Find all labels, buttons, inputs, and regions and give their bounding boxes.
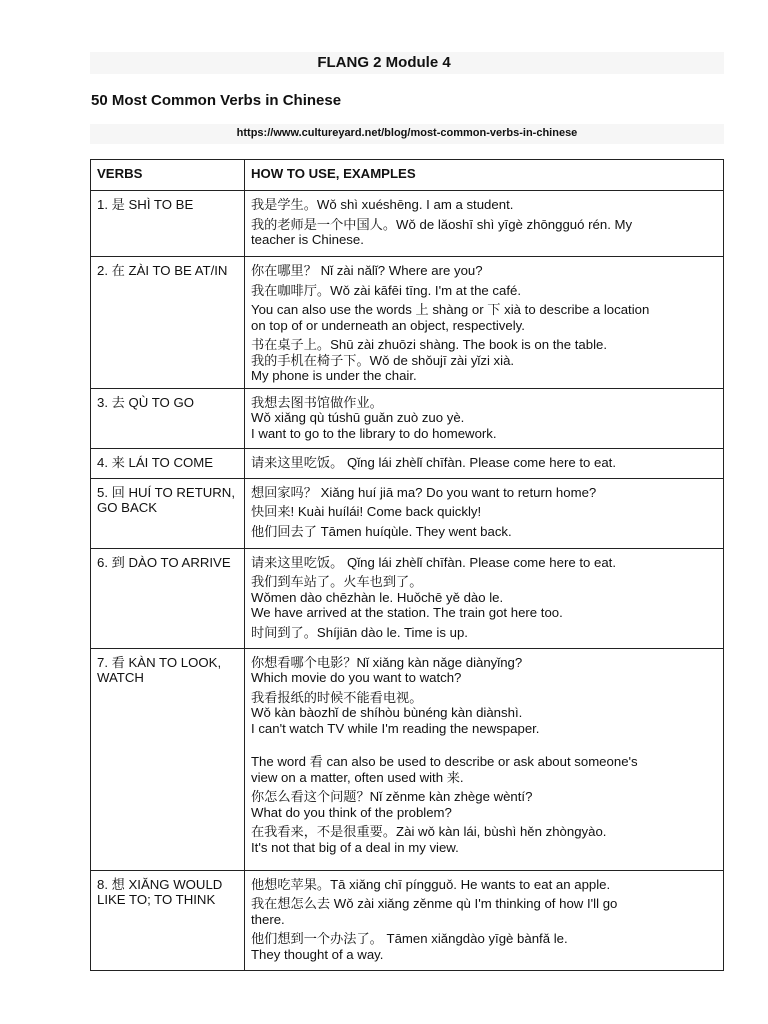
example-line: 想回家吗？ Xiǎng huí jiā ma? Do you want to return home? [251, 484, 597, 500]
example-line: What do you think of the problem? [251, 804, 452, 820]
example-line: 你想看哪个电影？Nǐ xiǎng kàn nǎge diànyǐng? [251, 654, 523, 670]
examples-cell [245, 870, 724, 970]
examples-cell [245, 648, 724, 870]
examples-cell [245, 548, 724, 648]
table-header-row [91, 160, 724, 191]
example-line: 他们回去了 Tāmen huíqùle. They went back. [251, 523, 512, 539]
page-subtitle: 50 Most Common Verbs in Chinese [91, 92, 342, 109]
example-line: 我想去图书馆做作业。 [251, 394, 383, 410]
example-line: 你在哪里？ Nǐ zài nǎlǐ? Where are you? [251, 263, 483, 278]
table-row [91, 257, 724, 389]
table-row [91, 478, 724, 548]
example-line: You can also use the words 上 shàng or 下 xià to describe a location [251, 302, 650, 317]
source-url[interactable]: https://www.cultureyard.net/blog/most-common-verbs-in-chinese [236, 127, 578, 139]
verb-cell: 8. 想 XIĂNG WOULD LIKE TO; TO THINK [91, 870, 245, 970]
example-line: there. [251, 911, 285, 927]
example-line: 我在想怎么去 Wǒ zài xiǎng zěnme qù I'm thinking of how I'll go [251, 896, 618, 911]
example-line: Wǒ xiǎng qù túshū guǎn zuò zuo yè. [251, 410, 465, 425]
table-row [91, 648, 724, 870]
example-line: view on a matter, often used with 来. [251, 769, 464, 785]
example-line: 在我看来，不是很重要。Zài wǒ kàn lái, bùshì hěn zhòngyào. [251, 824, 607, 839]
examples-cell [245, 478, 724, 548]
example-line: 请来这里吃饭。 Qǐng lái zhèlǐ chīfàn. Please come here to eat. [251, 554, 617, 570]
table-row [91, 388, 724, 448]
example-line: We have arrived at the station. The train got here too. [251, 605, 563, 620]
example-line: 你怎么看这个问题？Nǐ zěnme kàn zhège wèntí? [251, 789, 533, 804]
example-line: teacher is Chinese. [251, 232, 364, 247]
example-line: 他们想到一个办法了。 Tāmen xiǎngdào yīgè bànfǎ le. [251, 931, 568, 946]
example-line: I want to go to the library to do homework. [251, 425, 497, 441]
example-line: 我看报纸的时候不能看电视。 [251, 689, 423, 705]
example-line: 我是学生。Wǒ shì xuéshēng. I am a student. [251, 197, 514, 212]
verb-cell: 1. 是 SHÌ TO BE [91, 191, 245, 257]
example-line: Wǒmen dào chēzhàn le. Huǒchē yě dào le. [251, 589, 504, 605]
examples-cell [245, 257, 724, 389]
example-line: 我的老师是一个中国人。Wǒ de lǎoshī shì yīgè zhōngguó rén. My [251, 216, 633, 232]
example-line: It's not that big of a deal in my view. [251, 839, 459, 855]
example-line: I can't watch TV while I'm reading the newspaper. [251, 720, 540, 736]
example-line: on top of or underneath an object, respectively. [251, 317, 525, 333]
example-line: The word 看 can also be used to describe or ask about someone's [251, 754, 638, 769]
example-line: My phone is under the chair. [251, 368, 417, 383]
example-line: They thought of a way. [251, 946, 384, 962]
example-line: 书在桌子上。Shū zài zhuōzi shàng. The book is on the table. [251, 337, 608, 352]
table-row [91, 870, 724, 970]
page-title: FLANG 2 Module 4 [317, 54, 451, 71]
verbs-table [90, 159, 724, 971]
verb-cell: 6. 到 DÀO TO ARRIVE [91, 548, 245, 648]
verb-cell: 4. 来 LÁI TO COME [91, 448, 245, 478]
example-line: 他想吃苹果。Tā xiǎng chī píngguǒ. He wants to eat an apple. [251, 876, 611, 892]
examples-cell [245, 388, 724, 448]
header-verbs: VERBS [91, 160, 245, 191]
example-line: 请来这里吃饭。 Qǐng lái zhèlǐ chīfàn. Please come here to eat. [251, 454, 617, 470]
example-line: 我们到车站了。火车也到了。 [251, 574, 423, 589]
example-line: 快回来! Kuài huílái! Come back quickly! [251, 504, 482, 519]
header-examples: HOW TO USE, EXAMPLES [245, 160, 724, 191]
table-row [91, 548, 724, 648]
verb-cell: 7. 看 KÀN TO LOOK, WATCH [91, 648, 245, 870]
table-row [91, 191, 724, 257]
example-line: Wǒ kàn bàozhǐ de shíhòu bùnéng kàn diànshì. [251, 705, 523, 720]
example-line: 时间到了。Shíjiān dào le. Time is up. [251, 624, 468, 640]
examples-cell [245, 448, 724, 478]
verb-cell: 2. 在 ZÀI TO BE AT/IN [91, 257, 245, 389]
table-row [91, 448, 724, 478]
example-line: Which movie do you want to watch? [251, 670, 462, 685]
example-line: 我的手机在椅子下。Wǒ de shǒujī zài yǐzi xià. [251, 352, 515, 368]
examples-cell [245, 191, 724, 257]
verb-cell: 5. 回 HUÍ TO RETURN, GO BACK [91, 478, 245, 548]
example-line: 我在咖啡厅。Wǒ zài kāfēi tīng. I'm at the café. [251, 282, 522, 298]
verb-cell: 3. 去 QÙ TO GO [91, 388, 245, 448]
